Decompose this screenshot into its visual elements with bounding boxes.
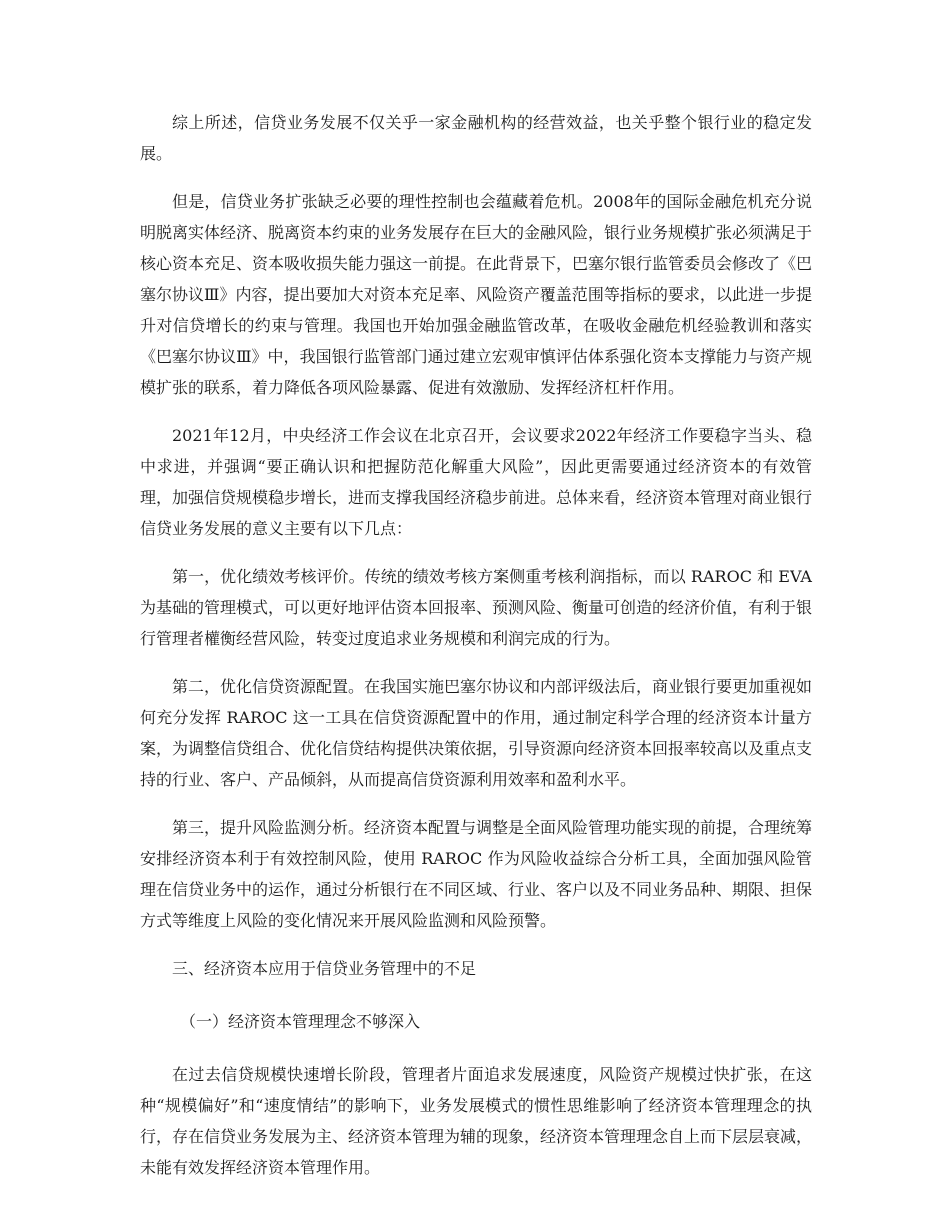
paragraph-final: 在过去信贷规模快速增长阶段，管理者片面追求发展速度，风险资产规模过快扩张，在这种“规模偏好”和“速度情结”的影响下，业务发展模式的惯性思维影响了经济资本管理理念的执行，存在信贷业务发展为主、经济资本管理为辅的现象，经济资本管理理念自上而下层层衰减，未能有效发挥经济资本管理作用。 — [140, 1065, 813, 1177]
subsection-heading: （一）经济资本管理理念不够深入 — [180, 1012, 421, 1031]
paragraph-crisis: 但是，信贷业务扩张缺乏必要的理性控制也会蕴藏着危机。2008年的国际金融危机充分说明脱离实体经济、脱离资本约束的业务发展存在巨大的金融风险，银行业务规模扩张必须满足于核心资本充足、资本吸收损失能力强这一前提。在此背景下，巴塞尔银行监管委员会修改了《巴塞尔协议Ⅲ》内容，提出要加大对资本充足率、风险资产覆盖范围等指标的要求，以此进一步提升对信贷增长的约束与管理。我国也开始加强金融监管改革，在吸收金融危机经验教训和落实《巴塞尔协议Ⅲ》中，我国银行监管部门通过建立宏观审慎评估体系强化资本支撑能力与资产规模扩张的联系，着力降低各项风险暴露、促进有效激励、发挥经济杠杆作用。 — [140, 192, 813, 397]
paragraph-point-three: 第三，提升风险监测分析。经济资本配置与调整是全面风险管理功能实现的前提，合理统筹安排经济资本利于有效控制风险，使用 RAROC 作为风险收益综合分析工具，全面加强风险管理在信贷业务中的运作，通过分析银行在不同区域、行业、客户以及不同业务品种、期限、担保方式等维度上风险的变化情况来开展风险监测和风险预警。 — [140, 818, 813, 930]
section-heading: 三、经济资本应用于信贷业务管理中的不足 — [172, 959, 477, 978]
paragraph-point-one: 第一，优化绩效考核评价。传统的绩效考核方案侧重考核利润指标，而以 RAROC 和 EVA 为基础的管理模式，可以更好地评估资本回报率、预测风险、衡量可创造的经济价值，有利于银行管理者權衡经营风险，转变过度追求业务规模和利润完成的行为。 — [140, 567, 813, 648]
document-body — [140, 107, 812, 1200]
paragraph-summary: 综上所述，信贷业务发展不仅关乎一家金融机构的经营效益，也关乎整个银行业的稳定发展。 — [140, 113, 812, 163]
paragraph-economic-conference: 2021年12月，中央经济工作会议在北京召开，会议要求2022年经济工作要稳字当头、稳中求进，并强调“要正确认识和把握防范化解重大风险”，因此更需要通过经济资本的有效管理，加强信贷规模稳步增长，进而支撑我国经济稳步前进。总体来看，经济资本管理对商业银行信贷业务发展的意义主要有以下几点： — [140, 426, 813, 538]
paragraph-point-two: 第二，优化信贷资源配置。在我国实施巴塞尔协议和内部评级法后，商业银行要更加重视如何充分发挥 RAROC 这一工具在信贷资源配置中的作用，通过制定科学合理的经济资本计量方案，为调整信贷组合、优化信贷结构提供决策依据，引导资源向经济资本回报率较高以及重点支持的行业、客户、产品倾斜，从而提高信贷资源利用效率和盈利水平。 — [140, 677, 813, 789]
